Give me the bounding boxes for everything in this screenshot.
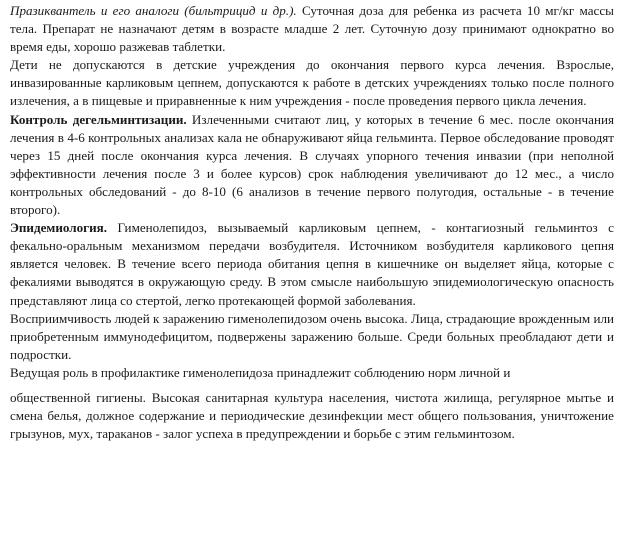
paragraph-epidemiology [10,219,614,309]
paragraph-prevention-body: общественной гигиены. Высокая санитарная культура населения, чистота жилища, регулярное мытье и смена белья, должное содержание и периодические дезинфекции мест общего пользования, уничтожение грызунов, мух, тараканов - залог успеха в предупреждении и борьбе с этим гельминтозом. [10,389,614,442]
paragraph-praziquantel [10,2,614,56]
paragraph-deworming-control [10,111,614,220]
heading-deworming-control: Контроль дегельминтизации. [10,111,187,127]
paragraph-prevention-lead: Ведущая роль в профилактике гименолепидоза принадлежит соблюдению норм личной и [10,364,511,380]
paragraph-text-praziquantel: Суточная доза для ребенка из расчета 10 мг/кг массы тела. Препарат не назначают детям в возрасте младше 2 лет. Суточную дозу принимают однократно во время еды, хорошо разжевав таблетки. [10,3,614,55]
document-page [10,2,614,443]
paragraph-admission-rules: Дети не допускаются в детские учреждения до окончания первого курса лечения. Взрослые, инвазированные карликовым цепнем, допускаются к работе в детских учреждениях только после полного излечения, а в пищевые и приравненные к ним учреждения - после проведения первого цикла лечения. [10,57,614,109]
paragraph-susceptibility: Восприимчивость людей к заражению гименолепидозом очень высока. Лица, страдающие врожденным или приобретенным иммунодефицитом, подвержены заражению больше. Среди больных преобладают дети и подростки. [10,310,614,362]
paragraph-lead-praziquantel: Празиквантель и его аналоги (бильтрицид и др.). [10,3,297,18]
heading-epidemiology: Эпидемиология. [10,220,107,236]
paragraph-text-deworming-control: Излеченными считают лиц, у которых в течение 6 мес. после окончания лечения в 4-6 контрольных анализах кала не обнаруживают яйца гельминта. Первое обследование проводят через 15 дней после окончания курса лечения. В случаях упорного течения инвазии (при неполной эффективности лечения после 3 и более курсов) срок наблюдения увеличивают до 12 мес., а число контрольных обследований - до 8-10 (6 анализов в течение первого полугодия, остальные - в течение второго). [10,111,614,218]
paragraph-text-epidemiology: Гименолепидоз, вызываемый карликовым цепнем, - контагиозный гельминтоз с фекально-оральным механизмом передачи возбудителя. Источником возбудителя карликового цепня является человек. В течение всего периода обитания цепня в кишечнике он выделяет яйца, которые с фекалиями выводятся в окружающую среду. В этом смысле наибольшую эпидемиологическую опасность представляют лица со стертой, легко протекающей формой заболевания. [10,220,614,308]
